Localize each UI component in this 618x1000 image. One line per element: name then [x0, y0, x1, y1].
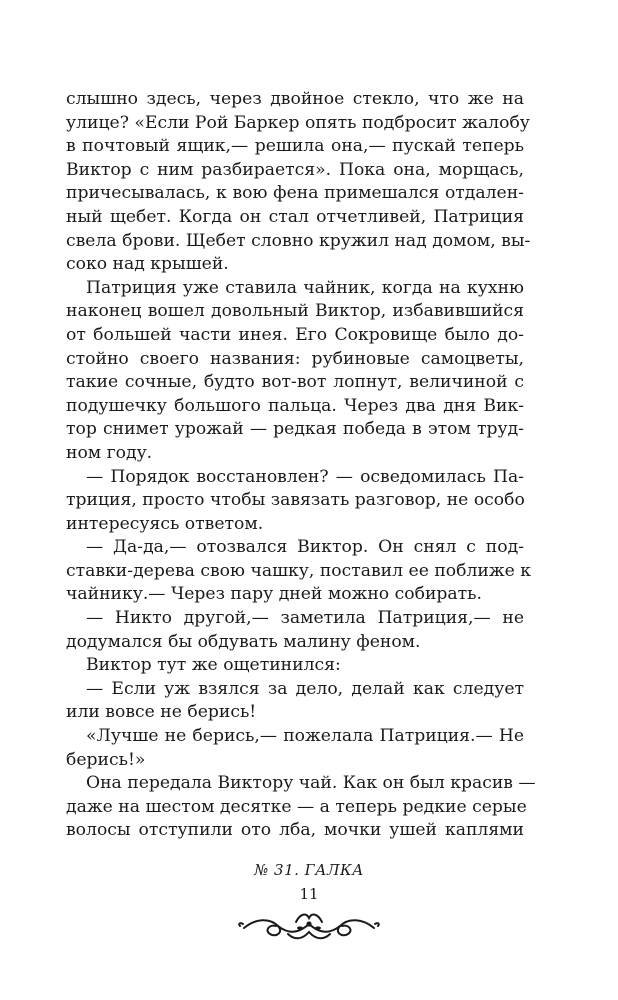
text-line: свела брови. Щебет словно кружил над домом, вы- [66, 230, 531, 251]
text-line: причесывалась, к вою фена примешался отдален- [66, 183, 524, 204]
flourish-ornament-icon [236, 904, 382, 944]
text-line: берись!» [66, 749, 146, 770]
text-line: додумался бы обдувать малину феном. [66, 631, 421, 652]
text-line: Она передала Виктору чай. Как он был красив — [86, 773, 536, 794]
text-line: чайнику.— Через пару дней можно собирать. [66, 584, 482, 605]
text-line: — Никто другой,— заметила Патриция,— не [86, 608, 524, 629]
text-line: даже на шестом десятке — а теперь редкие серые [66, 796, 527, 817]
text-line: улице? «Если Рой Баркер опять подбросит жалобу [66, 112, 530, 133]
text-line: ставки-дерева свою чашку, поставил ее поближе к [66, 560, 532, 581]
text-line: — Порядок восстановлен? — осведомилась Па- [86, 466, 524, 487]
running-footer-title: № 31. ГАЛКА [254, 861, 364, 879]
text-line: Патриция уже ставила чайник, когда на кухню [86, 277, 524, 298]
text-line: интересуясь ответом. [66, 513, 264, 534]
text-line: подушечку большого пальца. Через два дня Вик- [66, 395, 524, 416]
text-line: или вовсе не берись! [66, 702, 257, 723]
text-line: Виктор тут же ощетинился: [86, 655, 341, 676]
text-line: в почтовый ящик,— решила она,— пускай теперь [66, 136, 524, 157]
text-line: триция, просто чтобы завязать разговор, не особо [66, 490, 525, 511]
text-line: ный щебет. Когда он стал отчетливей, Патриция [66, 206, 524, 227]
text-line: ном году. [66, 442, 153, 463]
text-line: — Если уж взялся за дело, делай как следует [86, 678, 524, 699]
text-line: от большей части инея. Его Сокровище было до- [66, 324, 524, 345]
text-line: тор снимет урожай — редкая победа в этом труд- [66, 419, 524, 440]
text-line: слышно здесь, через двойное стекло, что же на [66, 89, 524, 109]
body-text [66, 88, 536, 843]
text-line: «Лучше не берись,— пожелала Патриция.— Не [86, 726, 524, 747]
page-number: 11 [299, 885, 319, 903]
text-line: такие сочные, будто вот-вот лопнут, величиной с [66, 372, 524, 393]
text-line: Виктор с ним разбирается». Пока она, морщась, [66, 159, 524, 180]
text-line: соко над крышей. [66, 254, 229, 275]
text-line: наконец вошел довольный Виктор, избавившийся [66, 301, 524, 322]
text-line: волосы отступили ото лба, мочки ушей каплями [66, 820, 524, 841]
text-line: стойно своего названия: рубиновые самоцветы, [66, 348, 524, 369]
text-line: — Да-да,— отозвался Виктор. Он снял с под- [86, 537, 524, 558]
